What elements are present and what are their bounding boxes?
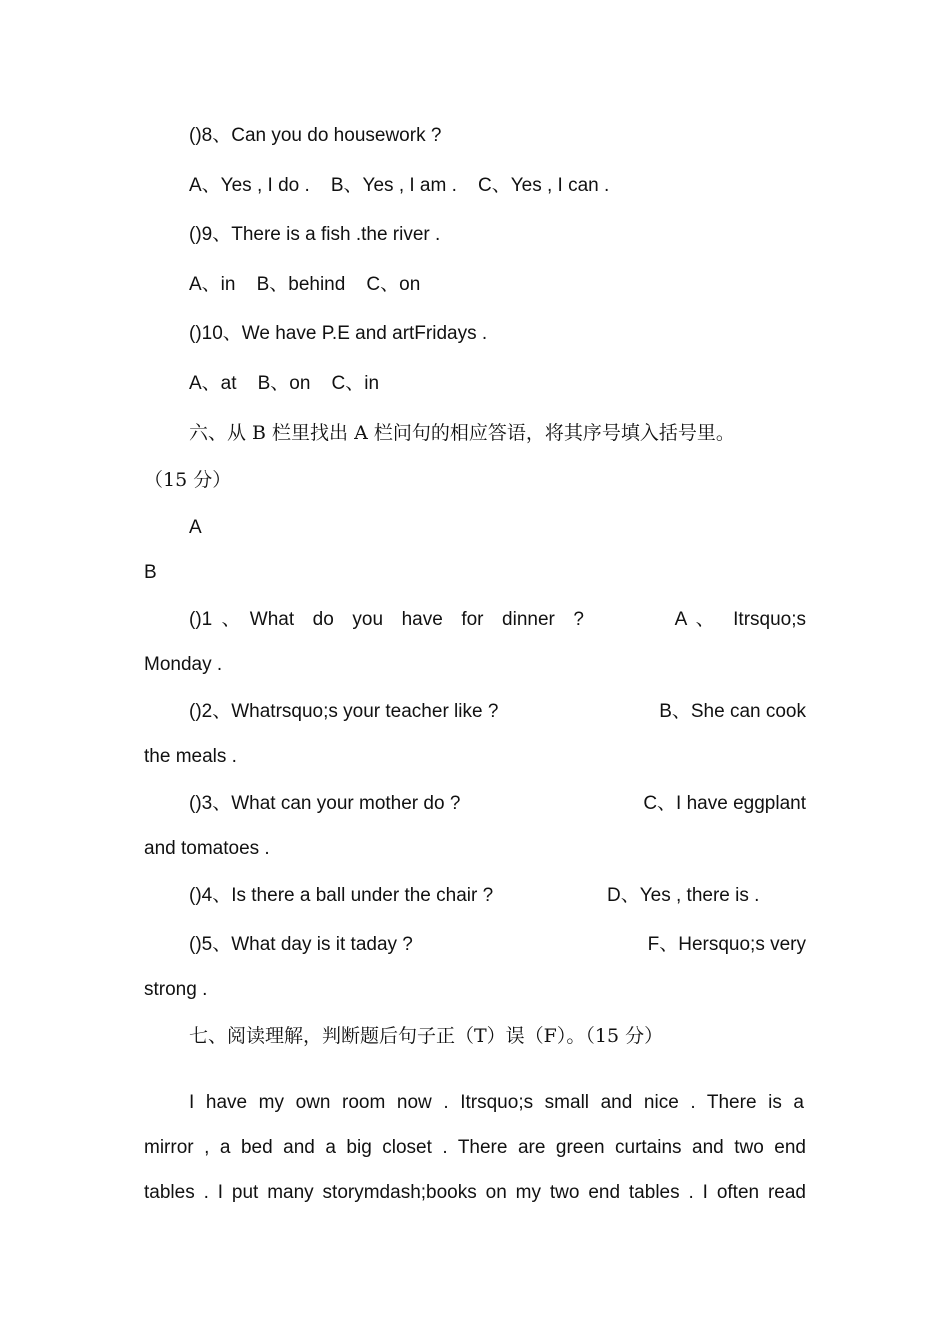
passage-line-3: tables . I put many storymdash;books on my two end tables . I often read <box>144 1182 806 1203</box>
match-answer-a-continued: Monday . <box>144 654 223 675</box>
match-question-1: ()1 、 What do you have for dinner ? <box>189 609 584 630</box>
match-answer-d: D、Yes , there is . <box>607 885 760 906</box>
question-10: ()10、We have P.E and artFridays . <box>189 323 488 344</box>
question-8-options: A、Yes , I do . B、Yes , I am . C、Yes , I can . <box>189 175 610 196</box>
question-10-options: A、at B、on C、in <box>189 373 380 394</box>
match-answer-c-continued: and tomatoes . <box>144 838 270 859</box>
match-answer-f: F、Hersquo;s very <box>647 934 806 955</box>
question-9-options: A、in B、behind C、on <box>189 274 421 295</box>
section-7-heading: 七、阅读理解，判断题后句子正（T）误（F）。（15 分） <box>189 1025 664 1047</box>
match-answer-b: B、She can cook <box>659 701 806 722</box>
passage-line-2: mirror , a bed and a big closet . There are green curtains and two end <box>144 1137 806 1158</box>
match-answer-a: A 、 Itrsquo;s <box>674 609 806 630</box>
section-6-heading: 六、从 B 栏里找出 A 栏问句的相应答语，将其序号填入括号里。 <box>189 422 735 444</box>
match-question-4: ()4、Is there a ball under the chair ? <box>189 885 494 906</box>
question-8: ()8、Can you do housework ? <box>189 125 442 146</box>
column-b-label: B <box>144 562 157 583</box>
match-answer-c: C、I have eggplant <box>643 793 806 814</box>
section-6-score: （15 分） <box>144 469 232 491</box>
match-question-3: ()3、What can your mother do ? <box>189 793 461 814</box>
match-answer-b-continued: the meals . <box>144 746 237 767</box>
match-answer-f-continued: strong . <box>144 979 208 1000</box>
passage-line-1: I have my own room now . Itrsquo;s small and nice . There is a <box>189 1092 804 1113</box>
question-9: ()9、There is a fish .the river . <box>189 224 441 245</box>
match-question-5: ()5、What day is it taday ? <box>189 934 413 955</box>
match-question-2: ()2、Whatrsquo;s your teacher like ? <box>189 701 499 722</box>
column-a-label: A <box>189 517 202 538</box>
